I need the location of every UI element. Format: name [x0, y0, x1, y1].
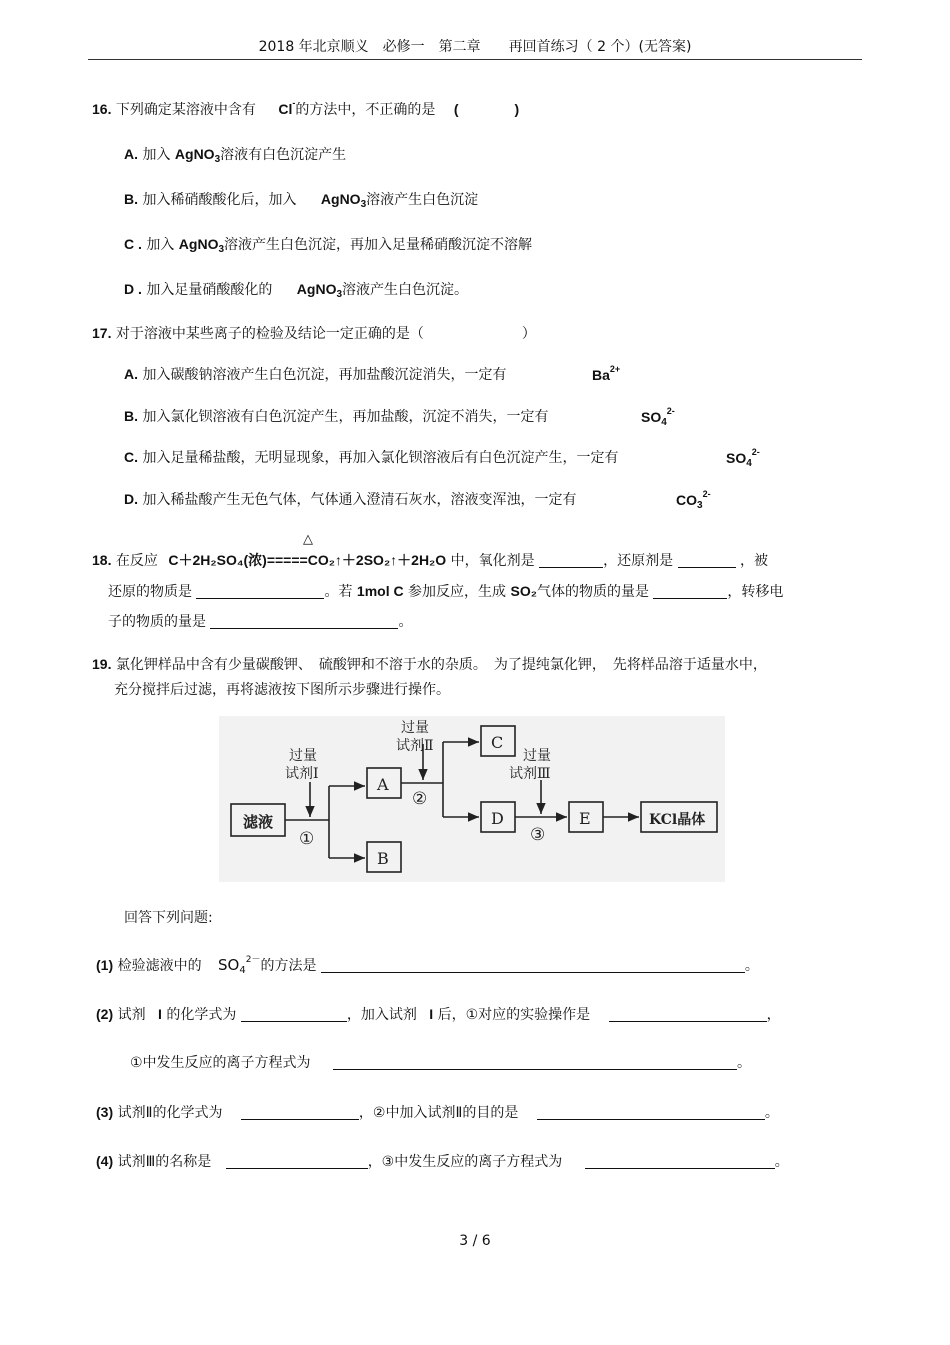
answer-intro: 回答下列问题: — [124, 910, 213, 926]
question-18-line1: 18. 在反应 C＋2H₂SO₄(浓)=====CO₂↑＋2SO₂↑＋2H₂O 中，氧化剂是 ，还原剂是 ，被 — [92, 552, 768, 569]
blank-operation-1[interactable] — [609, 1007, 767, 1022]
blank-reductant[interactable] — [678, 553, 736, 568]
blank-reagent3-name[interactable] — [226, 1154, 368, 1169]
question-17-stem: 17. 对于溶液中某些离子的检验及结论一定正确的是（ ） — [92, 325, 536, 342]
sub-question-3: (3) 试剂Ⅱ的化学式为 ，②中加入试剂Ⅱ的目的是 。 — [96, 1104, 779, 1121]
chloride-ion: Cl- — [278, 98, 296, 117]
blank-reagent2-purpose[interactable] — [537, 1105, 765, 1120]
option-16c: C . 加入 AgNO$_3$溶液产生白色沉淀，再加入足量稀硝酸沉淀不溶解 — [124, 236, 533, 255]
heating-symbol: △ — [303, 532, 313, 547]
question-18-line2: 还原的物质是 。若 1mol C 参加反应，生成 SO₂气体的物质的量是 ，转移电 — [108, 583, 784, 600]
label-excess-2: 过量 — [401, 720, 429, 736]
blank-oxidant[interactable] — [539, 553, 603, 568]
option-17c: C. 加入足量稀盐酸，无明显现象，再加入氯化钡溶液后有白色沉淀产生，一定有 — [124, 449, 619, 466]
sub-question-2b: ①中发生反应的离子方程式为 。 — [130, 1055, 752, 1071]
blank-reagent2-formula[interactable] — [241, 1105, 359, 1120]
label-b: B — [377, 849, 389, 868]
label-a: A — [377, 775, 389, 794]
ion-17c: $SO_4^{2-}$ — [726, 447, 760, 469]
label-filtrate: 滤液 — [243, 813, 274, 831]
blank-reagent1-formula[interactable] — [241, 1007, 347, 1022]
option-17d: D. 加入稀盐酸产生无色气体，气体通入澄清石灰水，溶液变浑浊，一定有 — [124, 491, 577, 508]
header-rule — [88, 59, 862, 60]
option-17a: A. 加入碳酸钠溶液产生白色沉淀，再加盐酸沉淀消失，一定有 — [124, 366, 507, 383]
blank-ionic-equation-1[interactable] — [333, 1055, 737, 1070]
page-header: 2018 年北京顺义 必修一 第二章 再回首练习（ 2 个）(无答案) — [258, 39, 692, 55]
label-excess-1: 过量 — [289, 748, 317, 764]
label-reagent-3: 试剂Ⅲ — [509, 766, 551, 782]
step-2: ② — [412, 789, 428, 809]
blank-electron-amount[interactable] — [210, 614, 398, 629]
ion-17b: $SO_4^{2-}$ — [641, 406, 675, 428]
step-1: ① — [299, 829, 315, 849]
option-16b: B. 加入稀硝酸酸化后，加入 AgNO$_3$溶液产生白色沉淀 — [124, 191, 479, 210]
step-3: ③ — [530, 825, 546, 845]
ion-17a: $Ba^{2+}$ — [592, 364, 621, 383]
label-e: E — [579, 809, 591, 828]
question-19-line2: 充分搅拌后过滤，再将滤液按下图所示步骤进行操作。 — [114, 682, 450, 698]
label-d: D — [491, 809, 504, 828]
question-16-stem: 16. 下列确定某溶液中含有 Cl-的方法中，不正确的是 ( ) — [92, 98, 520, 118]
sub-question-4: (4) 试剂Ⅲ的名称是 ，③中发生反应的离子方程式为 。 — [96, 1153, 789, 1170]
label-c: C — [491, 733, 504, 752]
blank-ionic-equation-3[interactable] — [585, 1154, 775, 1169]
question-18-line3: 子的物质的量是 。 — [108, 614, 413, 630]
label-reagent-2: 试剂Ⅱ — [396, 738, 434, 754]
blank-so2-amount[interactable] — [653, 584, 727, 599]
purification-flowchart — [219, 716, 725, 882]
label-reagent-1: 试剂Ⅰ — [285, 766, 319, 782]
label-excess-3: 过量 — [523, 748, 551, 764]
page-number: 3 / 6 — [459, 1233, 491, 1249]
blank-reduced-substance[interactable] — [196, 584, 324, 599]
ion-17d: $CO_3^{2-}$ — [676, 489, 711, 511]
label-kcl: KCl晶体 — [649, 812, 706, 828]
option-16a: A. 加入 AgNO$_3$溶液有白色沉淀产生 — [124, 146, 347, 165]
reaction-equation: C＋2H₂SO₄(浓)=====CO₂↑＋2SO₂↑＋2H₂O — [168, 552, 447, 568]
question-19-line1: 19. 氯化钾样品中含有少量碳酸钾、 硫酸钾和不溶于水的杂质。 为了提纯氯化钾， 先将样品溶于适量水中， — [92, 656, 767, 673]
sub-question-1: (1) 检验滤液中的 $SO_4^{2-}$的方法是 。 — [96, 955, 759, 976]
blank-sulfate-test[interactable] — [321, 958, 745, 973]
option-17b: B. 加入氯化钡溶液有白色沉淀产生，再加盐酸，沉淀不消失，一定有 — [124, 408, 549, 425]
sulfate-ion: $SO_4^{2-}$ — [218, 955, 261, 976]
option-16d: D . 加入足量硝酸酸化的 AgNO$_3$溶液产生白色沉淀。 — [124, 281, 469, 300]
sub-question-2: (2) 试剂 I 的化学式为 ，加入试剂 I 后，①对应的实验操作是 ， — [96, 1006, 781, 1023]
